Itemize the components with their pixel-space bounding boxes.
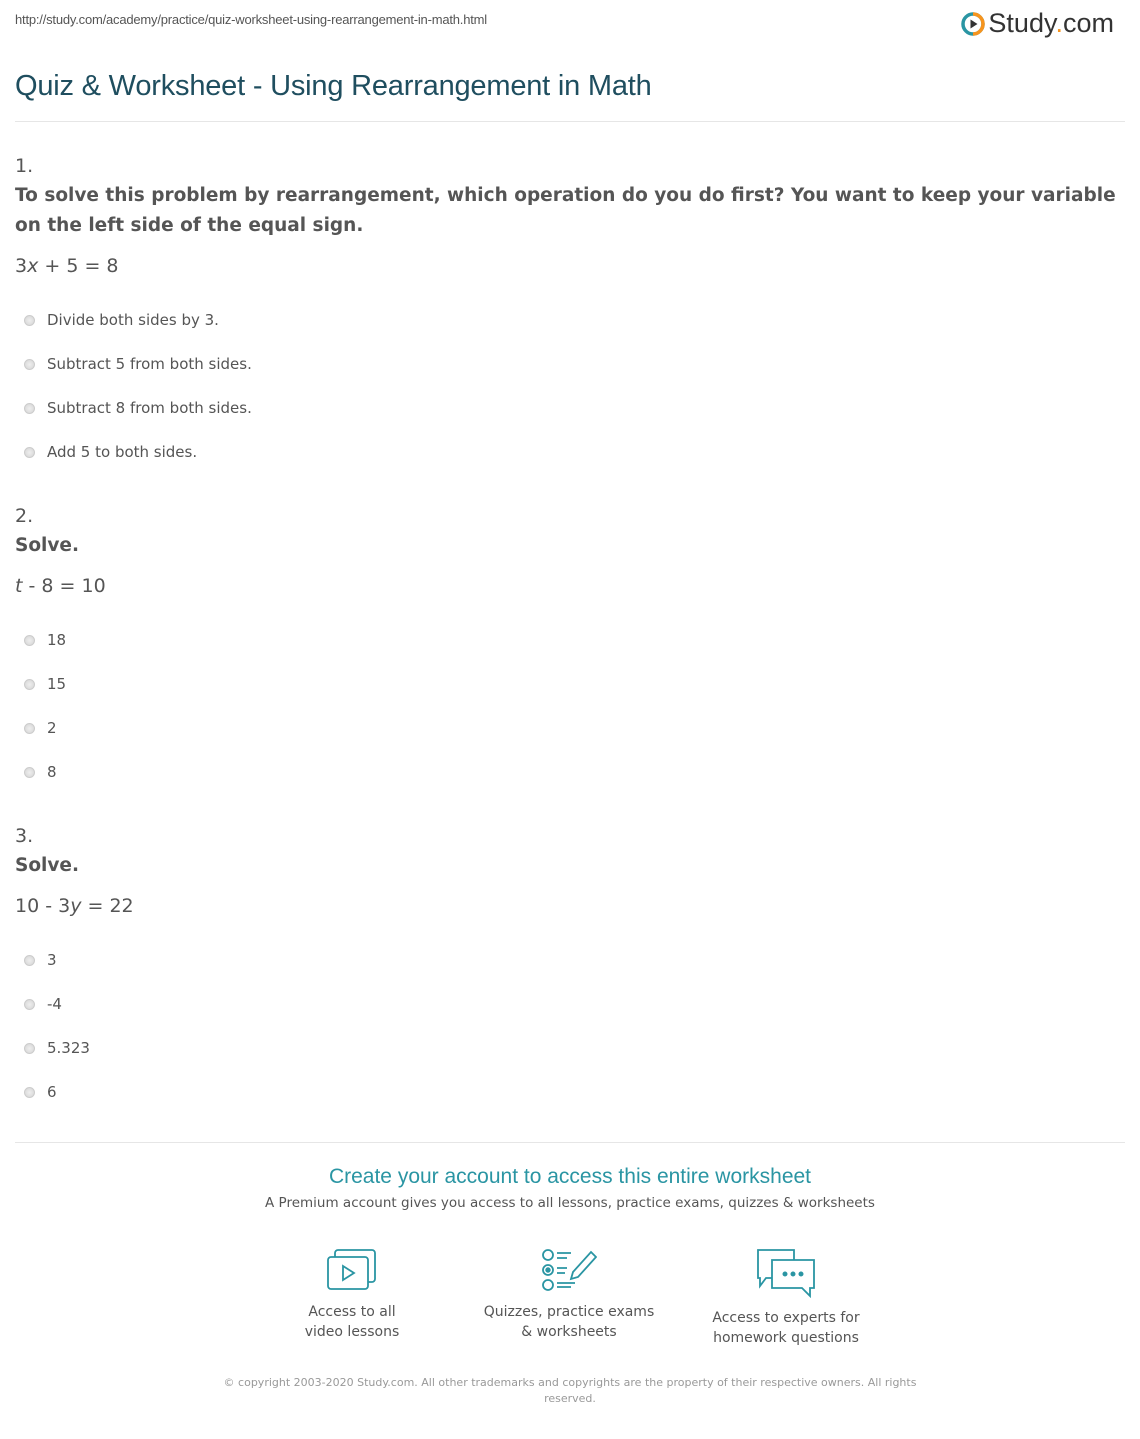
logo-text-com: com	[1062, 8, 1114, 38]
radio-button[interactable]	[24, 1043, 35, 1054]
radio-button[interactable]	[24, 1087, 35, 1098]
answer-option[interactable]: Subtract 5 from both sides.	[15, 342, 1125, 386]
answer-option[interactable]: 18	[15, 618, 1125, 662]
feature-experts: Access to experts for homework questions	[676, 1248, 896, 1348]
radio-button[interactable]	[24, 403, 35, 414]
radio-button[interactable]	[24, 679, 35, 690]
question-number: 3.	[15, 825, 34, 847]
copyright: © copyright 2003-2020 Study.com. All other trademarks and copyrights are the property of their respective owners. All rights reserved.	[223, 1376, 917, 1405]
radio-button[interactable]	[24, 999, 35, 1010]
feature-quizzes: Quizzes, practice exams & worksheets	[459, 1248, 679, 1342]
equation: t - 8 = 10	[15, 575, 106, 597]
answer-option[interactable]: 8	[15, 750, 1125, 794]
question-text: To solve this problem by rearrangement, which operation do you do first? You want to keep your variable on the left side of the equal sign.	[15, 185, 1116, 236]
equation: 10 - 3y = 22	[15, 895, 134, 917]
radio-button[interactable]	[24, 767, 35, 778]
quiz-checklist-icon	[541, 1248, 597, 1292]
divider	[15, 1142, 1125, 1143]
cta-subtitle: A Premium account gives you access to all lessons, practice exams, quizzes & worksheets	[265, 1195, 875, 1211]
video-lessons-icon	[326, 1248, 378, 1292]
radio-button[interactable]	[24, 955, 35, 966]
page-title: Quiz & Worksheet - Using Rearrangement in Math	[15, 70, 652, 102]
answer-option[interactable]: Subtract 8 from both sides.	[15, 386, 1125, 430]
logo-text: Study	[988, 8, 1056, 38]
logo-dot: .	[1055, 8, 1063, 38]
radio-button[interactable]	[24, 723, 35, 734]
answer-option[interactable]: 6	[15, 1070, 1125, 1114]
answer-option[interactable]: 3	[15, 938, 1125, 982]
answer-option[interactable]: 2	[15, 706, 1125, 750]
answer-option[interactable]: 5.323	[15, 1026, 1125, 1070]
radio-button[interactable]	[24, 635, 35, 646]
answer-option[interactable]: Add 5 to both sides.	[15, 430, 1125, 474]
equation: 3x + 5 = 8	[15, 255, 119, 277]
question-number: 2.	[15, 505, 34, 527]
question-3	[15, 821, 1125, 1114]
divider	[15, 121, 1125, 122]
radio-button[interactable]	[24, 315, 35, 326]
study-logo[interactable]	[961, 8, 1114, 39]
question-text: Solve.	[15, 855, 80, 876]
answer-option[interactable]: -4	[15, 982, 1125, 1026]
radio-button[interactable]	[24, 359, 35, 370]
question-2	[15, 501, 1125, 794]
cta-title[interactable]: Create your account to access this entire worksheet	[328, 1165, 812, 1188]
quiz	[15, 151, 1125, 1141]
question-1	[15, 151, 1125, 474]
radio-button[interactable]	[24, 447, 35, 458]
chat-bubbles-icon	[754, 1248, 818, 1298]
answer-option[interactable]: Divide both sides by 3.	[15, 298, 1125, 342]
question-number: 1.	[15, 155, 34, 177]
page-url: http://study.com/academy/practice/quiz-worksheet-using-rearrangement-in-math.html	[15, 12, 487, 27]
feature-video: Access to all video lessons	[242, 1248, 462, 1342]
question-text: Solve.	[15, 535, 80, 556]
answer-option[interactable]: 15	[15, 662, 1125, 706]
play-logo-icon	[961, 12, 985, 36]
